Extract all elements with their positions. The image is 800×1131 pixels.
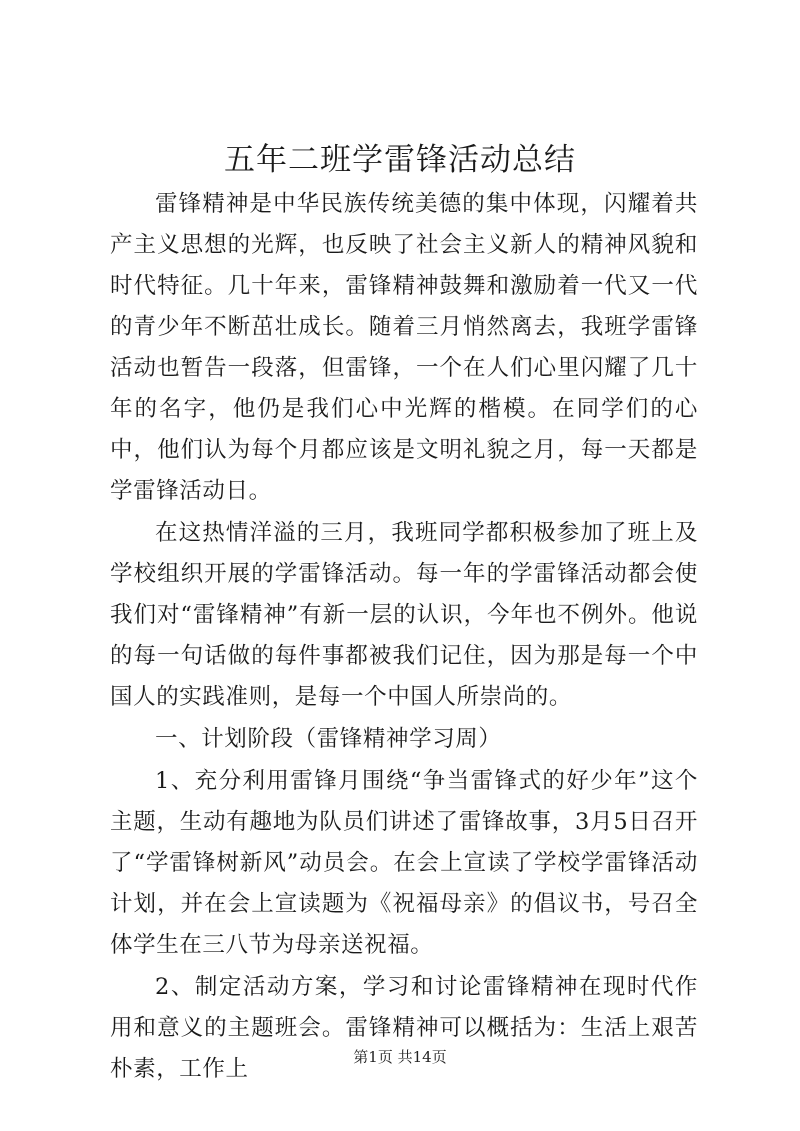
section-heading-planning: 一、计划阶段（雷锋精神学习周） (155, 726, 502, 752)
document-body (110, 184, 698, 1090)
paragraph-item-1: 1、充分利用雷锋月围绕“争当雷锋式的好少年”这个主题，生动有趣地为队员们讲述了雷锋故事，3月5日召开了“学雷锋树新风”动员会。在会上宣读了学校学雷锋活动计划，并在会上宣读题为《祝福母亲》的倡议书，号召全体学生在三八节为母亲送祝福。 (110, 768, 698, 958)
paragraph-intro: 雷锋精神是中华民族传统美德的集中体现，闪耀着共产主义思想的光辉，也反映了社会主义新人的精神风貌和时代特征。几十年来，雷锋精神鼓舞和激励着一代又一代的青少年不断茁壮成长。随着三月悄然离去，我班学雷锋活动也暂告一段落，但雷锋，一个在人们心里闪耀了几十年的名字，他仍是我们心中光辉的楷模。在同学们的心中，他们认为每个月都应该是文明礼貌之月，每一天都是学雷锋活动日。 (110, 191, 698, 504)
page-number-footer: 第1页 共14页 (353, 1048, 447, 1066)
paragraph-march-activities: 在这热情洋溢的三月，我班同学都积极参加了班上及学校组织开展的学雷锋活动。每一年的学雷锋活动都会使我们对“雷锋精神”有新一层的认识，今年也不例外。他说的每一句话做的每件事都被我们记住，因为那是每一个中国人的实践准则，是每一个中国人所崇尚的。 (110, 520, 698, 710)
paragraph-item-2: 2、制定活动方案，学习和讨论雷锋精神在现时代作用和意义的主题班会。雷锋精神可以概括为：生活上艰苦朴素，工作上 (110, 974, 698, 1082)
document-title: 五年二班学雷锋活动总结 (224, 142, 576, 178)
